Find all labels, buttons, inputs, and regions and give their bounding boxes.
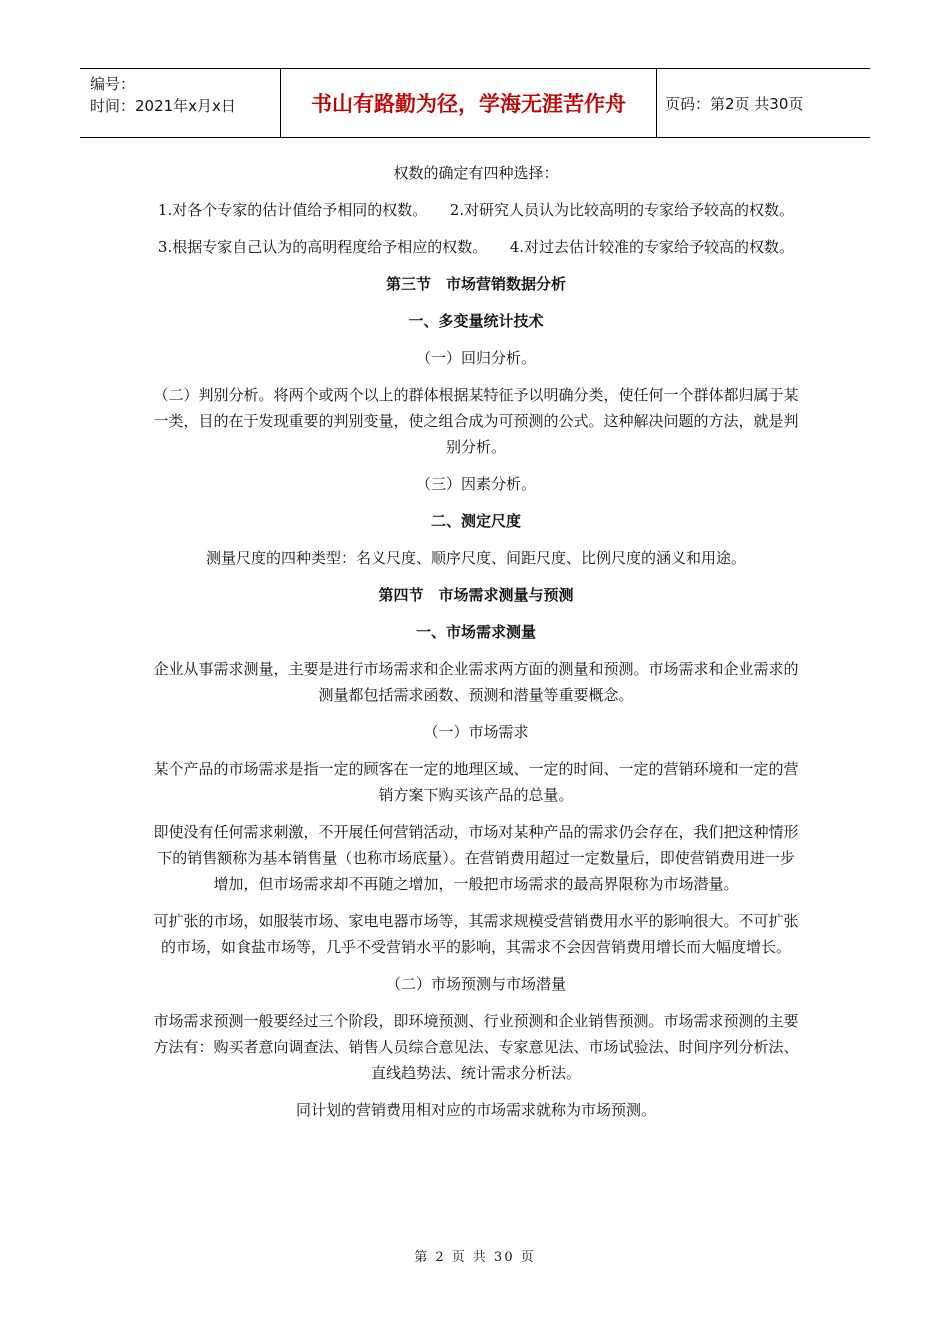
header-motto: 书山有路勤为径，学海无涯苦作舟 xyxy=(281,69,657,137)
header-page-info: 页码：第2页 共30页 xyxy=(665,94,804,113)
paragraph: 测量尺度的四种类型：名义尺度、顺序尺度、间距尺度、比例尺度的涵义和用途。 xyxy=(205,549,746,567)
subsection-heading: 一、市场需求测量 xyxy=(415,623,536,641)
number-label: 编号： xyxy=(90,75,136,93)
paragraph: 权数的确定有四种选择： xyxy=(393,164,559,182)
paragraph: （一）市场需求 xyxy=(423,723,529,741)
paragraph: （二）市场预测与市场潜量 xyxy=(385,975,566,993)
paragraph: 某个产品的市场需求是指一定的顾客在一定的地理区域、一定的时间、一定的营销环境和一定的营销方案下购买该产品的总量。 xyxy=(153,760,799,804)
paragraph: 可扩张的市场，如服装市场、家电电器市场等，其需求规模受营销费用水平的影响很大。不可扩张的市场，如食盐市场等，几乎不受营销水平的影响，其需求不会因营销费用增长而大幅度增长。 xyxy=(153,912,799,956)
time-label: 时间：2021年x月x日 xyxy=(90,97,236,115)
paragraph: 3.根据专家自己认为的高明程度给予相应的权数。 4.对过去估计较准的专家给予较高的权数。 xyxy=(157,238,795,256)
header-meta xyxy=(80,69,281,137)
subsection-heading: 一、多变量统计技术 xyxy=(408,312,544,330)
paragraph: （二）判别分析。将两个或两个以上的群体根据某特征予以明确分类，使任何一个群体都归属于某一类，目的在于发现重要的判别变量，使之组合成为可预测的公式。这种解决问题的方法，就是判别分析。 xyxy=(153,386,799,456)
page-header xyxy=(80,68,870,138)
paragraph: （三）因素分析。 xyxy=(415,475,536,493)
paragraph: （一）回归分析。 xyxy=(415,349,536,367)
paragraph: 即使没有任何需求刺激，不开展任何营销活动，市场对某种产品的需求仍会存在，我们把这种情形下的销售额称为基本销售量（也称市场底量）。在营销费用超过一定数量后，即使营销费用进一步增加，但市场需求却不再随之增加，一般把市场需求的最高界限称为市场潜量。 xyxy=(153,823,799,893)
subsection-heading: 二、测定尺度 xyxy=(430,512,521,530)
document-body xyxy=(150,160,802,1134)
paragraph: 企业从事需求测量，主要是进行市场需求和企业需求两方面的测量和预测。市场需求和企业需求的测量都包括需求函数、预测和潜量等重要概念。 xyxy=(153,660,799,704)
paragraph: 市场需求预测一般要经过三个阶段，即环境预测、行业预测和企业销售预测。市场需求预测的主要方法有：购买者意向调查法、销售人员综合意见法、专家意见法、市场试验法、时间序列分析法、直线趋势法、统计需求分析法。 xyxy=(153,1012,799,1082)
paragraph: 1.对各个专家的估计值给予相同的权数。 2.对研究人员认为比较高明的专家给予较高的权数。 xyxy=(157,201,795,219)
section-heading: 第三节 市场营销数据分析 xyxy=(385,275,566,293)
section-heading: 第四节 市场需求测量与预测 xyxy=(378,586,574,604)
page-footer: 第 2 页 共 30 页 xyxy=(414,1250,536,1265)
paragraph: 同计划的营销费用相对应的市场需求就称为市场预测。 xyxy=(295,1101,656,1119)
